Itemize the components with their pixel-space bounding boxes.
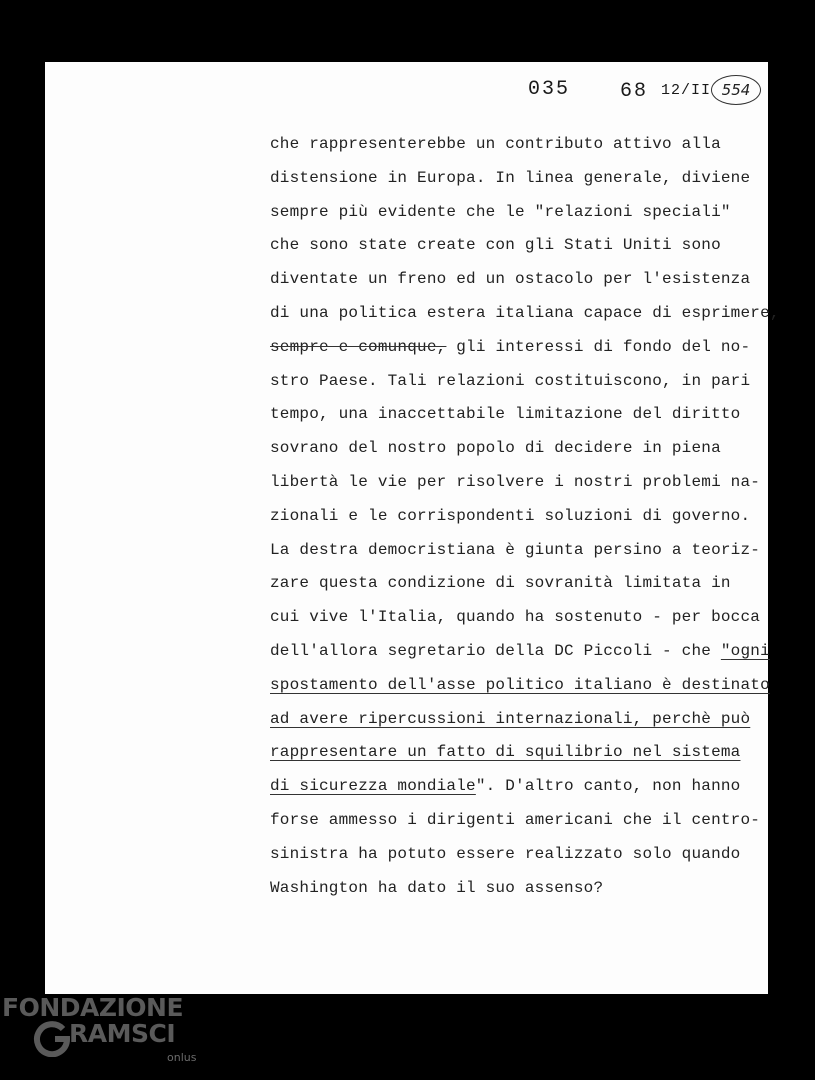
text-line: sovrano del nostro popolo di decidere in piena bbox=[270, 439, 721, 458]
text-line: Washington ha dato il suo assenso? bbox=[270, 878, 604, 897]
folio-number: 035 bbox=[528, 78, 571, 101]
page-header bbox=[45, 76, 768, 106]
logo-line-2: RAMSCI bbox=[69, 1019, 176, 1048]
gramsci-g-icon bbox=[33, 1017, 73, 1057]
text-line: stro Paese. Tali relazioni costituiscono, in pari bbox=[270, 371, 751, 390]
underlined-text: rappresentare un fatto di squilibrio nel sistema bbox=[270, 743, 741, 762]
text-line: tempo, una inaccettabile limitazione del diritto bbox=[270, 405, 741, 424]
logo-line-1: FONDAZIONE bbox=[2, 993, 184, 1022]
text-line: che sono state create con gli Stati Uniti sono bbox=[270, 236, 721, 255]
struck-text: sempre e comunque, bbox=[270, 337, 447, 356]
text-line bbox=[270, 331, 760, 365]
typed-body-text bbox=[270, 128, 780, 905]
text-line: cui vive l'Italia, quando ha sostenuto - per bocca bbox=[270, 608, 761, 627]
underlined-text: ad avere ripercussioni internazionali, perchè può bbox=[270, 709, 751, 728]
underlined-text: spostamento dell'asse politico italiano è destinato bbox=[270, 675, 770, 694]
text-line: di una politica estera italiana capace di esprimere, bbox=[270, 303, 780, 322]
text-line: forse ammesso i dirigenti americani che il centro- bbox=[270, 810, 761, 829]
text-line bbox=[270, 703, 760, 737]
underlined-text: di sicurezza mondiale bbox=[270, 777, 476, 796]
logo-subtitle: onlus bbox=[167, 1051, 197, 1064]
text-line: distensione in Europa. In linea generale, diviene bbox=[270, 168, 751, 187]
text-line: La destra democristiana è giunta persino a teoriz- bbox=[270, 540, 761, 559]
text-span: dell'allora segretario della DC Piccoli - che bbox=[270, 641, 721, 660]
text-line: diventate un freno ed un ostacolo per l'esistenza bbox=[270, 270, 751, 289]
text-line: sinistra ha potuto essere realizzato solo quando bbox=[270, 844, 741, 863]
circled-stamp-number: 554 bbox=[711, 75, 761, 105]
text-span: ". D'altro canto, non hanno bbox=[475, 777, 741, 796]
document-page bbox=[45, 62, 780, 994]
text-line bbox=[270, 770, 760, 804]
text-span: gli interessi di fondo del no- bbox=[446, 337, 751, 356]
text-line bbox=[270, 635, 770, 669]
fondazione-gramsci-logo bbox=[2, 993, 202, 1080]
text-line: zionali e le corrispondenti soluzioni di governo. bbox=[270, 506, 751, 525]
underlined-text: "ogni bbox=[720, 641, 770, 660]
text-line bbox=[270, 736, 760, 770]
text-line: che rappresenterebbe un contributo attivo alla bbox=[270, 135, 721, 153]
text-line: libertà le vie per risolvere i nostri problemi na- bbox=[270, 472, 761, 491]
text-line bbox=[270, 669, 770, 703]
document-reference: 12/II bbox=[661, 82, 712, 99]
text-line: sempre più evidente che le "relazioni speciali" bbox=[270, 202, 731, 221]
text-line: zare questa condizione di sovranità limitata in bbox=[270, 574, 731, 593]
page-number: 68 bbox=[620, 80, 649, 103]
